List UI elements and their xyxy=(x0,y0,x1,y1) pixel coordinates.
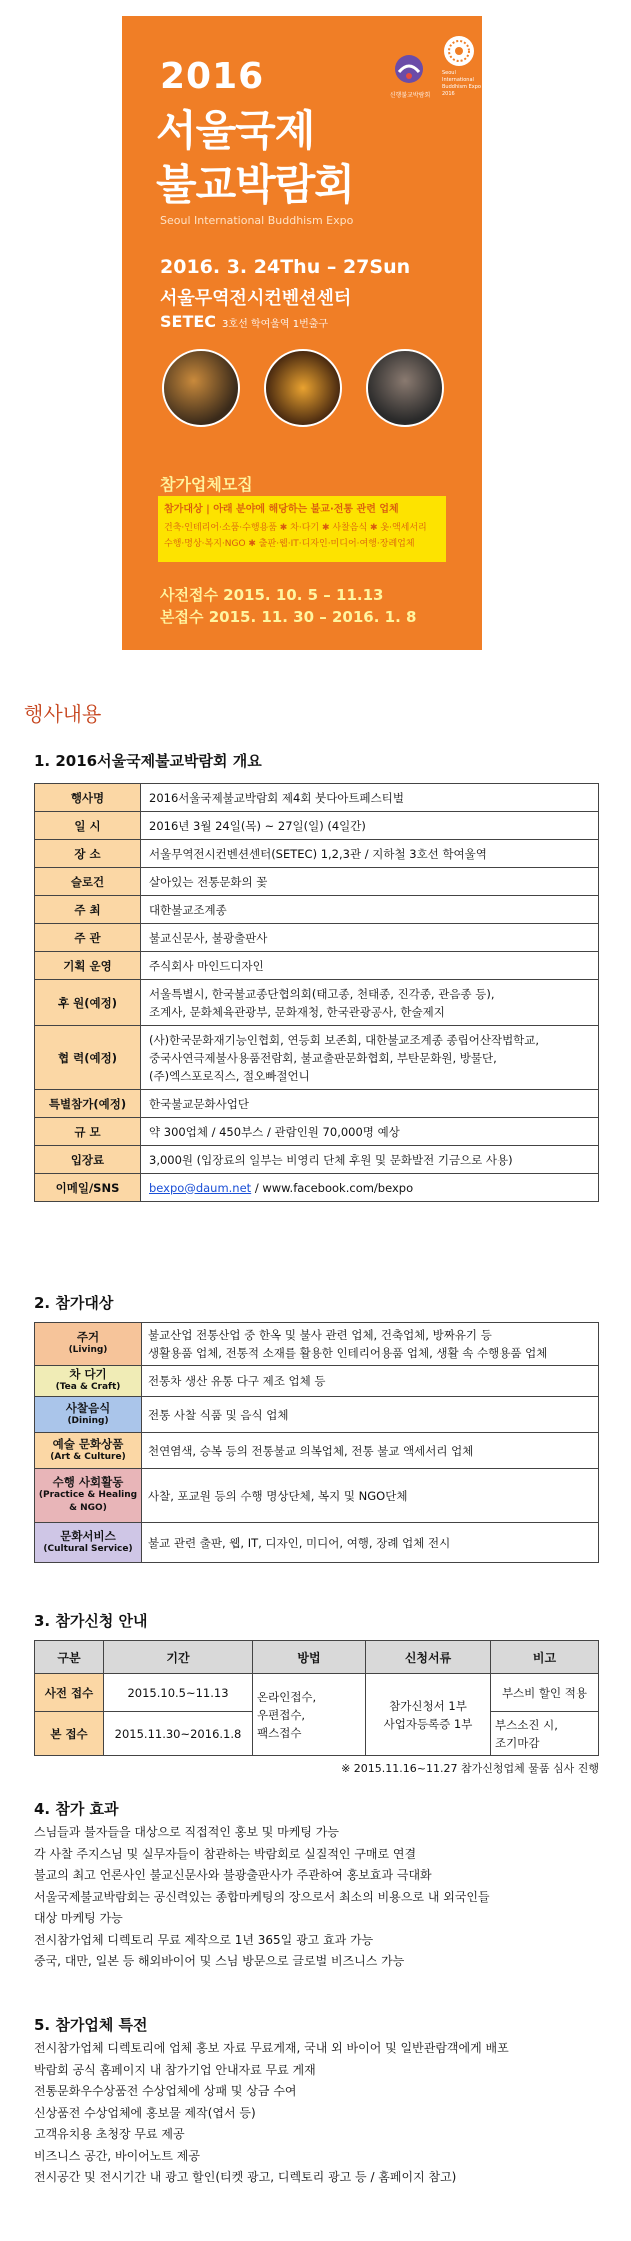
benefits-list xyxy=(34,2038,614,2189)
event-photo-market xyxy=(162,349,240,427)
row-label: 이메일/SNS xyxy=(35,1174,141,1202)
row-value: 2016년 3월 24일(목) ~ 27일(일) (4일간) xyxy=(141,812,599,840)
category-name: 수행 사회활동 xyxy=(52,1475,124,1489)
email-link[interactable]: bexpo@daum.net xyxy=(149,1180,252,1195)
row-value: 서울특별시, 한국불교종단협의회(태고종, 천태종, 진각종, 관음종 등), 조계사, 문화체육관광부, 문화재청, 한국관광공사, 한술제지 xyxy=(141,980,599,1026)
table-row xyxy=(35,924,599,952)
row-value: 2016서울국제불교박람회 제4회 붓다아트페스티벌 xyxy=(141,784,599,812)
col-header: 신청서류 xyxy=(366,1641,491,1674)
expo-emblem-label: Seoul International Buddhism Expo 2016 xyxy=(442,70,481,97)
phase-period: 2015.11.30~2016.1.8 xyxy=(104,1712,253,1756)
table-row xyxy=(35,1433,599,1469)
table-row xyxy=(35,1397,599,1433)
row-value: (사)한국문화재기능인협회, 연등회 보존회, 대한불교조계종 종립어산작법학교, 중국사연극제불사용품전람회, 불교출판문화협회, 부탄문화원, 방물단, (주)엑스포로직스, 절오빠절언니 xyxy=(141,1026,599,1090)
category-desc: 천연염색, 승복 등의 전통불교 의복업체, 전통 불교 액세서리 업체 xyxy=(142,1433,599,1469)
phase-label: 본 접수 xyxy=(35,1712,104,1756)
poster-pre-registration: 사전접수 2015. 10. 5 – 11.13 xyxy=(160,586,384,604)
category-name: 차 다기 xyxy=(69,1367,107,1381)
category-desc: 불교산업 전통산업 중 한옥 및 불사 관련 업체, 건축업체, 방짜유기 등 생활용품 업체, 전통적 소재를 활용한 인테리어용품 업체, 생활 속 수행용품 업체 xyxy=(142,1323,599,1366)
poster-title-en: Seoul International Buddhism Expo xyxy=(160,214,354,227)
row-label: 주 최 xyxy=(35,896,141,924)
row-label: 기획 운영 xyxy=(35,952,141,980)
poster-year: 2016 xyxy=(160,56,265,97)
table-row xyxy=(35,1366,599,1397)
row-label: 후 원(예정) xyxy=(35,980,141,1026)
apply-method: 온라인접수, 우편접수, 팩스접수 xyxy=(253,1674,366,1756)
row-label: 주 관 xyxy=(35,924,141,952)
organizer-logo-icon xyxy=(392,52,426,86)
category-label xyxy=(35,1433,142,1469)
col-header: 구분 xyxy=(35,1641,104,1674)
table-header-row xyxy=(35,1641,599,1674)
poster-target-line1: 참가대상 | 아래 분야에 해당하는 불교·전통 관련 업체 xyxy=(164,504,399,515)
setec-name: SETEC xyxy=(160,312,217,331)
category-label xyxy=(35,1323,142,1366)
row-value: 약 300업체 / 450부스 / 관람인원 70,000명 예상 xyxy=(141,1118,599,1146)
table-row xyxy=(35,1323,599,1366)
event-photo-lanterns xyxy=(264,349,342,427)
row-value xyxy=(141,1174,599,1202)
category-name: 주거 xyxy=(76,1330,100,1344)
apply-docs: 참가신청서 1부 사업자등록증 1부 xyxy=(366,1674,491,1756)
list-item: 서울국제불교박람회는 공신력있는 종합마케팅의 장으로서 최소의 비용으로 내 외국인들 xyxy=(34,1889,490,1904)
row-value: 대한불교조계종 xyxy=(141,896,599,924)
row-label: 장 소 xyxy=(35,840,141,868)
table-row xyxy=(35,1090,599,1118)
table-row xyxy=(35,1118,599,1146)
table-row xyxy=(35,1523,599,1563)
list-item: 각 사찰 주지스님 및 실무자들이 참관하는 박람회로 실질적인 구매로 연결 xyxy=(34,1846,417,1861)
category-desc: 불교 관련 출판, 웹, IT, 디자인, 미디어, 여행, 장례 업체 전시 xyxy=(142,1523,599,1563)
section4-title: 4. 참가 효과 xyxy=(34,1800,119,1818)
poster-target-line3: 수행·명상·복지·NGO ✱ 출판·웹·IT·디자인·미디어·여행·장례업체 xyxy=(164,539,415,549)
col-header: 방법 xyxy=(253,1641,366,1674)
list-item: 스님들과 불자들을 대상으로 직접적인 홍보 및 마케팅 가능 xyxy=(34,1825,339,1839)
table-row xyxy=(35,868,599,896)
expo-emblem-icon xyxy=(444,36,474,66)
event-photo-crowd xyxy=(366,349,444,427)
list-item: 비즈니스 공간, 바이어노트 제공 xyxy=(34,2148,200,2163)
sns-address: / www.facebook.com/bexpo xyxy=(251,1180,414,1195)
category-label xyxy=(35,1366,142,1397)
table-row xyxy=(35,952,599,980)
poster-title-line2: 불교박람회 xyxy=(156,160,354,209)
row-value: 살아있는 전통문화의 꽃 xyxy=(141,868,599,896)
col-header: 기간 xyxy=(104,1641,253,1674)
effects-list xyxy=(34,1822,614,1973)
section1-title: 1. 2016서울국제불교박람회 개요 xyxy=(34,752,262,770)
poster-main-registration: 본접수 2015. 11. 30 – 2016. 1. 8 xyxy=(160,608,417,626)
list-item: 전시공간 및 전시기간 내 광고 할인(티켓 광고, 디렉토리 광고 등 / 홈페이지 참고) xyxy=(34,2170,457,2184)
category-label xyxy=(35,1523,142,1563)
list-item: 불교의 최고 언론사인 불교신문사와 불광출판사가 주관하여 홍보효과 극대화 xyxy=(34,1868,432,1882)
table-row xyxy=(35,896,599,924)
category-desc: 전통차 생산 유통 다구 제조 업체 등 xyxy=(142,1366,599,1397)
event-heading: 행사내용 xyxy=(24,702,102,726)
section3-title: 3. 참가신청 안내 xyxy=(34,1612,148,1630)
category-desc: 사찰, 포교원 등의 수행 명상단체, 복지 및 NGO단체 xyxy=(142,1469,599,1523)
setec-subway: 3호선 학여울역 1번출구 xyxy=(222,319,329,330)
phase-note: 부스비 할인 적용 xyxy=(491,1674,599,1712)
category-name-en: (Cultural Service) xyxy=(43,1543,133,1554)
list-item: 전시참가업체 디렉토리에 업체 홍보 자료 무료게재, 국내 외 바이어 및 일반관람객에게 배포 xyxy=(34,2041,509,2055)
list-item: 대상 마케팅 가능 xyxy=(34,1911,123,1925)
section2-title: 2. 참가대상 xyxy=(34,1294,114,1312)
row-value: 서울무역전시컨벤션센터(SETEC) 1,2,3관 / 지하철 3호선 학여울역 xyxy=(141,840,599,868)
category-label xyxy=(35,1397,142,1433)
table-row xyxy=(35,1174,599,1202)
category-name: 사찰음식 xyxy=(65,1400,111,1415)
list-item: 전시참가업체 디렉토리 무료 제작으로 1년 365일 광고 효과 가능 xyxy=(34,1932,374,1947)
organizer-logo-label: 신행불교박람회 xyxy=(389,92,431,99)
category-desc: 전통 사찰 식품 및 음식 업체 xyxy=(142,1397,599,1433)
phase-period: 2015.10.5~11.13 xyxy=(104,1674,253,1712)
category-name: 문화서비스 xyxy=(60,1528,116,1543)
phase-note: 부스소진 시, 조기마감 xyxy=(491,1712,599,1756)
table-row xyxy=(35,1026,599,1090)
list-item: 신상품전 수상업체에 홍보물 제작(엽서 등) xyxy=(34,2105,256,2120)
category-name-en: (Art & Culture) xyxy=(50,1451,126,1462)
poster-venue: 서울무역전시컨벤션센터 xyxy=(160,288,352,309)
row-value: 한국불교문화사업단 xyxy=(141,1090,599,1118)
poster-recruit: 참가업체모집 xyxy=(160,475,253,494)
poster-target-line2: 건축·인테리어·소품·수행용품 ✱ 차·다기 ✱ 사찰음식 ✱ 옷·액세서리 xyxy=(164,523,427,533)
category-name-en: (Living) xyxy=(68,1345,108,1355)
row-label: 협 력(예정) xyxy=(35,1026,141,1090)
row-label: 규 모 xyxy=(35,1118,141,1146)
row-label: 일 시 xyxy=(35,812,141,840)
overview-table xyxy=(34,783,599,1202)
table-row xyxy=(35,784,599,812)
category-name-en: (Tea & Craft) xyxy=(55,1382,121,1392)
expo-poster xyxy=(122,16,482,650)
participants-table xyxy=(34,1322,599,1563)
table-row xyxy=(35,1146,599,1174)
row-label: 특별참가(예정) xyxy=(35,1090,141,1118)
table-row xyxy=(35,1469,599,1523)
table-row xyxy=(35,812,599,840)
poster-target-box xyxy=(158,496,446,562)
section5-title: 5. 참가업체 특전 xyxy=(34,2016,148,2034)
poster-title-line1: 서울국제 xyxy=(156,106,315,155)
poster-date: 2016. 3. 24Thu – 27Sun xyxy=(160,256,411,278)
application-table xyxy=(34,1640,599,1756)
category-name-en: (Practice & Healing & NGO) xyxy=(38,1490,138,1513)
review-footnote: ※ 2015.11.16~11.27 참가신청업체 물품 심사 진행 xyxy=(341,1762,599,1775)
poster-setec xyxy=(160,312,328,331)
list-item: 중국, 대만, 일본 등 해외바이어 및 스님 방문으로 글로벌 비즈니스 가능 xyxy=(34,1954,405,1968)
category-name: 예술 문화상품 xyxy=(52,1436,124,1451)
row-value: 주식회사 마인드디자인 xyxy=(141,952,599,980)
row-label: 슬로건 xyxy=(35,868,141,896)
list-item: 박람회 공식 홈페이지 내 참가기업 안내자료 무료 게재 xyxy=(34,2062,316,2077)
table-row xyxy=(35,980,599,1026)
category-name-en: (Dining) xyxy=(67,1415,109,1426)
table-row xyxy=(35,840,599,868)
list-item: 전통문화우수상품전 수상업체에 상패 및 상금 수여 xyxy=(34,2084,297,2098)
row-label: 입장료 xyxy=(35,1146,141,1174)
col-header: 비고 xyxy=(491,1641,599,1674)
row-value: 불교신문사, 불광출판사 xyxy=(141,924,599,952)
phase-label: 사전 접수 xyxy=(35,1674,104,1712)
row-value: 3,000원 (입장료의 일부는 비영리 단체 후원 및 문화발전 기금으로 사용) xyxy=(141,1146,599,1174)
row-label: 행사명 xyxy=(35,784,141,812)
category-label xyxy=(35,1469,142,1523)
table-row xyxy=(35,1674,599,1712)
list-item: 고객유치용 초청장 무료 제공 xyxy=(34,2127,185,2141)
